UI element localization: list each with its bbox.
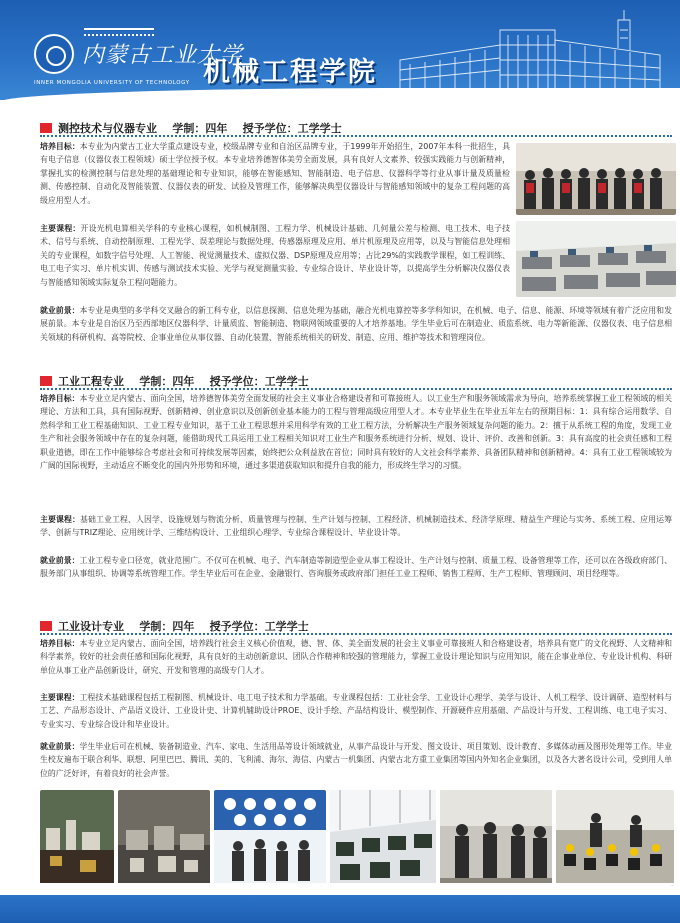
major-title: 测控技术与仪器专业: [58, 122, 157, 135]
employment-paragraph: [40, 304, 672, 344]
goal-label: 培养目标：: [40, 394, 80, 403]
duration-label: 学制：: [139, 375, 173, 388]
degree-value: 工学学士: [297, 122, 342, 135]
employment-text: 学生毕业后可在机械、装备制造业、汽车、家电、生活用品等设计领域就业，从事产品设计与开发、图文设计、项目策划、设计教育、多媒体动画及图形处理等工作。毕业生校友遍布于联合利华、联想、阿里巴巴、腾讯、美的、飞利浦、海尔、海信、内蒙古一机集团、内蒙古北方重工业集团等国内外知名企业集团，以及各大著名设计公司，受到用人单位的广泛好评，有着良好的社会声誉。: [40, 742, 672, 778]
courses-text: 工程技术基础课程包括工程制图、机械设计、电工电子技术和力学基础。专业课程包括：工业社会学、工业设计心理学、美学与设计、人机工程学、设计调研、造型材料与工艺、产品形态设计、产品语义设计、工业设计史、计算机辅助设计PROE、设计手绘、产品结构设计、模型制作、开源硬件应用基础、产品设计与开发、工程训练、电工电子实习、专业实习、专业综合设计和毕业设计。: [40, 693, 672, 729]
goal-text: 本专业立足内蒙古、面向全国，培养践行社会主义核心价值观，德、智、体、美全面发展的社会主义事业可靠接班人和合格建设者，培养具有宽广的文化视野、人文精神和科学素养，较好的社会责任感和国际化视野，具有良好的主动创新意识、团队合作精神和较强的管理能力，掌握工业设计理论知识与应用知识，能在企事业单位、专业设计机构、科研单位从事工业产品创新设计，研究、开发和管理的高级专门人才。: [40, 639, 672, 675]
design-models-photo: [40, 790, 114, 886]
degree-label: 授予学位：: [242, 122, 298, 135]
employment-paragraph: [40, 554, 672, 581]
duration-value: 四年: [205, 122, 228, 135]
courses-paragraph: [40, 691, 672, 731]
degree-value: 工学学士: [264, 375, 309, 388]
courses-text: 基础工业工程、人因学、设施规划与物流分析、质量管理与控制、生产计划与控制、工程经济、机械制造技术、经济学原理、精益生产理论与实务、系统工程、应用运筹学、创新与TRIZ理论、应用统计学、三维结构设计、工业组织心理学、专业综合课程设计、毕业设计等。: [40, 515, 672, 538]
goal-text: 本专业为内蒙古工业大学重点建设专业，校级品牌专业和自治区品牌专业，于1999年开始招生，2007年本科一批招生，具有电子信息（仪器仪表工程领域）硕士学位授予权。本专业培养德智体美劳全面发展，具有良好人文素养、较强实践能力与创新精神，掌握扎实的检测控制与信息处理的基础理论和专业知识，能够在智能感知、智能制造、电子信息、仪器科学等行业从事计量及质量检测、传感控制、自动化及智能装置、仪器仪表的研发、试验及管理工作，能够解决典型仪器设计与智能感知领域中的复杂工程问题的高级应用型人才。: [40, 142, 510, 205]
section-divider: [40, 135, 672, 137]
university-logo: [34, 34, 244, 94]
campus-building-illustration: [380, 0, 680, 100]
employment-label: 就业前景：: [40, 556, 80, 565]
employment-label: 就业前景：: [40, 742, 80, 751]
university-name-cn: 内蒙古工业大学: [82, 43, 244, 68]
page-footer: [0, 895, 680, 923]
section-divider: [40, 633, 672, 635]
section-1-heading: [58, 120, 342, 136]
workshop-photo: [118, 790, 210, 886]
degree-label: 授予学位：: [209, 375, 265, 388]
courses-label: 主要课程：: [40, 515, 81, 524]
page-header: [0, 0, 680, 100]
section-2-heading: [58, 373, 309, 389]
visit-photo: [440, 790, 552, 886]
employment-label: 就业前景：: [40, 306, 80, 315]
section-marker-icon: [40, 123, 52, 133]
goal-text: 本专业立足内蒙古、面向全国，培养德智体美劳全面发展的社会主义事业合格建设者和可靠接班人。以工业生产和服务领域需求为导向，培养系统掌握工业工程领域的相关理论、方法和工具，具有国际视野、创新精神、创业意识以及创新创业基本能力的工程与管理高级应用型人才。本专业毕业生在毕业五年左右的预期目标：1：具有综合运用数学、自然科学和工业工程基础知识、工业工程专业知识，基于工业工程思想并采用科学有效的工业工程方法，分析解决生产服务领域复杂问题的能力。2：擅于从系统工程的角度，发现工业生产和社会服务领域中存在的复杂问题，能借助现代工具运用工业工程相关知识对工业生产和服务系统进行分析、规划、设计、评价、改善和创新。3：具有高度的社会责任感和工程职业道德，即在工作中能够综合考虑社会和可持续发展等因素，始终把公众利益放在首位；同时具有较好的人文社会科学素养、具备团队精神和创新精神。4：具有工业工程领域较为广阔的国际视野，主动适应不断变化的国内外形势和环境，通过多渠道获取知识和提升自我的能力，形成终生学习的习惯。: [40, 394, 672, 471]
mongolian-script-mark: [84, 28, 154, 36]
duration-label: 学制：: [139, 620, 173, 633]
goal-label: 培养目标：: [40, 639, 80, 648]
courses-paragraph: [40, 513, 672, 540]
goal-label: 培养目标：: [40, 142, 80, 151]
goal-paragraph: [40, 637, 672, 677]
degree-label: 授予学位：: [209, 620, 265, 633]
robotics-lab-photo: [330, 790, 436, 886]
employment-text: 本专业是典型的多学科交叉融合的新工科专业，以信息探测、信息处理为基础，融合光机电算控等多学科知识，在机械、电子、信息、能源、环境等领域有着广泛应用和发展前景。本专业是自治区乃至西部地区仪器科学、计量质监、智能制造、物联网领域重要的人才培养基地。学生毕业后可在制造业、质监系统、电力等新能源、仪器仪表、电子信息相关领域的科研机构、高等院校、企事业单位从事仪器、自动化装置、智能系统相关的研发、制造、应用、维护等技术和管理岗位。: [40, 306, 672, 342]
employment-paragraph: [40, 740, 672, 780]
duration-value: 四年: [172, 620, 195, 633]
group-photo-students-faculty: [516, 143, 676, 215]
degree-value: 工学学士: [264, 620, 309, 633]
courses-label: 主要课程：: [40, 224, 81, 233]
competition-photo: [214, 790, 326, 886]
goal-paragraph: [40, 392, 672, 472]
goal-paragraph: [40, 140, 510, 207]
duration-label: 学制：: [172, 122, 206, 135]
courses-paragraph: [40, 222, 510, 289]
equipment-photo: [556, 790, 674, 886]
major-title: 工业设计专业: [58, 620, 124, 633]
employment-text: 工业工程专业口径宽，就业范围广。不仅可在机械、电子、汽车制造等制造型企业从事工程设计、生产计划与控制、质量工程、设备管理等工作，还可以在各级政府部门、服务部门从事组织、协调等系统管理工作。学生毕业后可在企业、金融银行、咨询服务或政府部门担任工业工程师、销售工程师、生产工程师、管理顾问、项目经理等。: [40, 556, 672, 579]
university-emblem-icon: [34, 34, 74, 74]
major-title: 工业工程专业: [58, 375, 124, 388]
section-divider: [40, 388, 672, 390]
university-name-en: INNER MONGOLIA UNIVERSITY OF TECHNOLOGY: [34, 80, 190, 86]
college-title: 机械工程学院: [203, 57, 377, 88]
section-marker-icon: [40, 621, 52, 631]
section-3-heading: [58, 618, 309, 634]
courses-label: 主要课程：: [40, 693, 80, 702]
laboratory-photo: [516, 221, 676, 297]
section-marker-icon: [40, 376, 52, 386]
duration-value: 四年: [172, 375, 195, 388]
courses-text: 开设光机电算相关学科的专业核心课程，如机械制图、工程力学、机械设计基础、几何量公差与检测、电工技术、电子技术、信号与系统、自动控制原理、工程光学、误差理论与数据处理、传感器原理及应用、单片机原理及应用等，以及与智能信息处理相关的专业课程，如数字信号处理、人工智能、视觉测量技术、虚拟仪器、DSP原理及应用等；占比29%的实践教学课程，如工程训练、电工电子实习、单片机实训、传感与测试技术实验、光学与视觉测量实验、专业综合设计、毕业设计等，以提高学生分析解决仪器仪表与智能感知领域实际复杂工程问题能力。: [40, 224, 510, 287]
